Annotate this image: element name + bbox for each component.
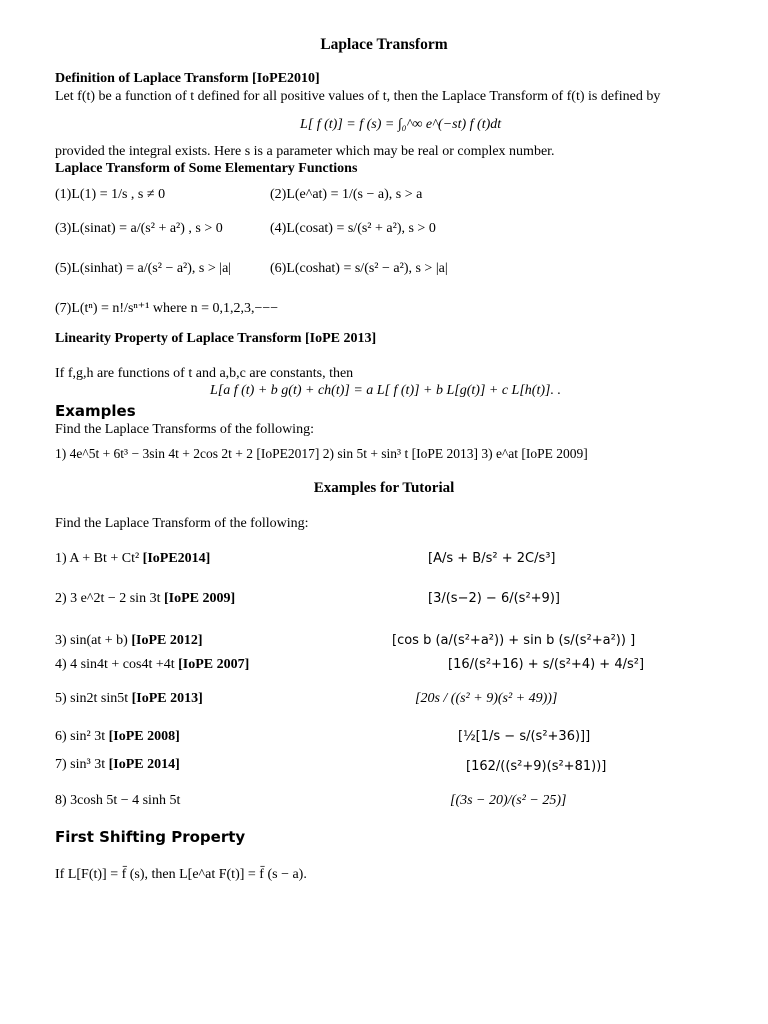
tutorial-expression: 2) 3 e^2t − 2 sin 3t [55, 591, 161, 606]
tutorial-answer: [20s / ((s² + 9)(s² + 49))] [415, 691, 558, 706]
linearity-heading: Linearity Property of Laplace Transform [IoPE 2013] [55, 331, 377, 346]
tutorial-expression: 1) A + Bt + Ct² [55, 551, 140, 566]
definition-intro: Let f(t) be a function of t defined for all positive values of t, then the Laplace Transform of f(t) is defined by [55, 89, 661, 104]
tutorial-answer: [162/((s²+9)(s²+81))] [466, 759, 607, 774]
tutorial-expression: 5) sin2t sin5t [55, 691, 129, 706]
elementary-item: (4)L(cosat) = s/(s² + a²), s > 0 [270, 221, 436, 236]
linearity-text: If f,g,h are functions of t and a,b,c are constants, then [55, 366, 354, 381]
examples-line: 1) 4e^5t + 6t³ − 3sin 4t + 2cos 2t + 2 [IoPE2017] 2) sin 5t + sin³ t [IoPE 2013] 3) e^at [IoPE 2009] [55, 446, 588, 461]
elementary-item: (7)L(tⁿ) = n!/sⁿ⁺¹ where n = 0,1,2,3,−−− [55, 301, 279, 316]
tutorial-expression: 7) sin³ 3t [55, 757, 106, 772]
tutorial-expression: 8) 3cosh 5t − 4 sinh 5t [55, 793, 181, 808]
elementary-item: (3)L(sinat) = a/(s² + a²) , s > 0 [55, 221, 223, 236]
definition-heading: Definition of Laplace Transform [IoPE2010] [55, 71, 320, 86]
tutorial-question [55, 632, 203, 650]
shifting-text: If L[F(t)] = f̄ (s), then L[e^at F(t)] = f̄ (s − a). [55, 867, 307, 882]
elementary-item: (2)L(e^at) = 1/(s − a), s > a [270, 187, 423, 202]
elementary-item: (1)L(1) = 1/s , s ≠ 0 [55, 187, 166, 202]
tutorial-answer: [A/s + B/s² + 2C/s³] [428, 551, 556, 566]
tutorial-answer: [3/(s−2) − 6/(s²+9)] [428, 591, 560, 606]
tutorial-question [55, 550, 210, 568]
tutorial-answer: [cos b (a/(s²+a²)) + sin b (s/(s²+a²)) ] [392, 633, 636, 648]
tutorial-tag: [IoPE2014] [142, 551, 211, 566]
tutorial-heading: Examples for Tutorial [313, 480, 455, 496]
elementary-heading: Laplace Transform of Some Elementary Functions [55, 161, 358, 176]
tutorial-tag: [IoPE 2007] [178, 657, 250, 672]
tutorial-tag: [IoPE 2009] [163, 591, 236, 606]
tutorial-question [55, 792, 180, 810]
tutorial-question [55, 728, 180, 746]
tutorial-question [55, 656, 249, 674]
elementary-item: (5)L(sinhat) = a/(s² − a²), s > |a| [55, 261, 232, 276]
tutorial-answer: [½[1/s − s/(s²+36)]] [458, 729, 591, 744]
tutorial-expression: 6) sin² 3t [55, 729, 106, 744]
tutorial-tag: [IoPE 2013] [131, 691, 203, 706]
tutorial-intro: Find the Laplace Transform of the following: [55, 516, 309, 531]
elementary-item: (6)L(coshat) = s/(s² − a²), s > |a| [270, 261, 448, 276]
page-title: Laplace Transform [320, 36, 448, 53]
tutorial-answer: [(3s − 20)/(s² − 25)] [450, 793, 567, 808]
tutorial-question [55, 756, 180, 774]
tutorial-tag: [IoPE 2014] [108, 757, 180, 772]
tutorial-tag: [IoPE 2008] [108, 729, 180, 744]
shifting-heading: First Shifting Property [55, 828, 246, 846]
definition-formula: L[ f (t)] = f (s) = ∫₀^∞ e^(−st) f (t)dt [300, 117, 502, 132]
tutorial-question [55, 690, 203, 708]
tutorial-question [55, 590, 235, 608]
tutorial-answer: [16/(s²+16) + s/(s²+4) + 4/s²] [448, 657, 645, 672]
definition-note: provided the integral exists. Here s is a parameter which may be real or complex number. [55, 144, 555, 159]
linearity-formula: L[a f (t) + b g(t) + ch(t)] = a L[ f (t)] + b L[g(t)] + c L[h(t)]. . [210, 383, 561, 398]
tutorial-tag: [IoPE 2012] [131, 633, 203, 648]
examples-heading: Examples [55, 402, 136, 420]
tutorial-expression: 3) sin(at + b) [55, 633, 128, 648]
tutorial-expression: 4) 4 sin4t + cos4t +4t [55, 657, 175, 672]
examples-intro: Find the Laplace Transforms of the following: [55, 422, 314, 437]
